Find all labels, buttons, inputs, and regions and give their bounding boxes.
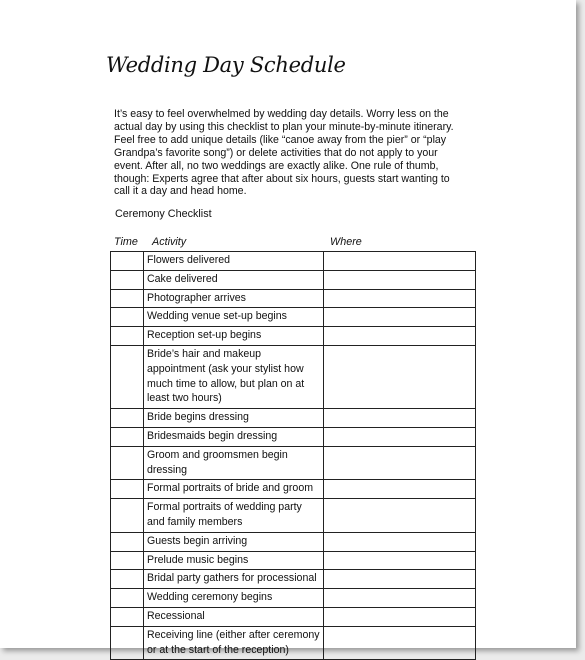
table-row [111, 626, 476, 660]
time-cell[interactable] [111, 427, 144, 446]
activity-cell: Prelude music begins [144, 551, 324, 570]
where-cell[interactable] [324, 607, 476, 626]
activity-cell: Bridesmaids begin dressing [144, 427, 324, 446]
time-cell[interactable] [111, 570, 144, 589]
column-header-activity: Activity [152, 236, 187, 248]
table-row [111, 499, 476, 533]
time-cell[interactable] [111, 308, 144, 327]
where-cell[interactable] [324, 446, 476, 480]
time-cell[interactable] [111, 345, 144, 408]
table-row [111, 480, 476, 499]
where-cell[interactable] [324, 308, 476, 327]
activity-cell: Bridal party gathers for processional [144, 570, 324, 589]
checklist-body [111, 252, 476, 660]
column-header-time: Time [114, 236, 138, 248]
table-row [111, 308, 476, 327]
activity-cell: Formal portraits of wedding party and family members [144, 499, 324, 533]
time-cell[interactable] [111, 289, 144, 308]
time-cell[interactable] [111, 626, 144, 660]
time-cell[interactable] [111, 499, 144, 533]
where-cell[interactable] [324, 532, 476, 551]
activity-cell: Wedding ceremony begins [144, 589, 324, 608]
time-cell[interactable] [111, 551, 144, 570]
table-row [111, 270, 476, 289]
where-cell[interactable] [324, 289, 476, 308]
table-row [111, 345, 476, 408]
table-row [111, 409, 476, 428]
activity-cell: Bride’s hair and makeup appointment (ask your stylist how much time to allow, but plan on at least two hours) [144, 345, 324, 408]
activity-cell: Flowers delivered [144, 252, 324, 271]
activity-cell: Reception set-up begins [144, 327, 324, 346]
time-cell[interactable] [111, 532, 144, 551]
activity-cell: Recessional [144, 607, 324, 626]
where-cell[interactable] [324, 270, 476, 289]
activity-cell: Cake delivered [144, 270, 324, 289]
column-header-where: Where [330, 236, 362, 248]
where-cell[interactable] [324, 551, 476, 570]
page-title: Wedding Day Schedule [106, 53, 346, 77]
table-row [111, 289, 476, 308]
section-heading: Ceremony Checklist [115, 208, 212, 220]
where-cell[interactable] [324, 480, 476, 499]
where-cell[interactable] [324, 252, 476, 271]
activity-cell: Bride begins dressing [144, 409, 324, 428]
table-row [111, 532, 476, 551]
activity-cell: Wedding venue set-up begins [144, 308, 324, 327]
where-cell[interactable] [324, 570, 476, 589]
where-cell[interactable] [324, 589, 476, 608]
time-cell[interactable] [111, 480, 144, 499]
table-row [111, 607, 476, 626]
activity-cell: Groom and groomsmen begin dressing [144, 446, 324, 480]
where-cell[interactable] [324, 409, 476, 428]
ceremony-checklist-table [110, 251, 476, 660]
activity-cell: Formal portraits of bride and groom [144, 480, 324, 499]
where-cell[interactable] [324, 427, 476, 446]
table-row [111, 427, 476, 446]
table-row [111, 327, 476, 346]
table-row [111, 551, 476, 570]
where-cell[interactable] [324, 626, 476, 660]
where-cell[interactable] [324, 345, 476, 408]
table-row [111, 570, 476, 589]
where-cell[interactable] [324, 499, 476, 533]
activity-cell: Guests begin arriving [144, 532, 324, 551]
time-cell[interactable] [111, 270, 144, 289]
activity-cell: Photographer arrives [144, 289, 324, 308]
activity-cell: Receiving line (either after ceremony or at the start of the reception) [144, 626, 324, 660]
time-cell[interactable] [111, 607, 144, 626]
table-row [111, 252, 476, 271]
intro-paragraph: It’s easy to feel overwhelmed by wedding day details. Worry less on the actual day by using this checklist to plan your minute-by-minute itinerary. Feel free to add unique details (like “canoe away from the pier” or “play Grandpa’s favorite song”) or delete activities that do not apply to your event. After all, no two weddings are exactly alike. One rule of thumb, though: Experts agree that after about six hours, guests start wanting to call it a day and head home. [114, 108, 454, 198]
table-row [111, 589, 476, 608]
table-row [111, 446, 476, 480]
time-cell[interactable] [111, 409, 144, 428]
time-cell[interactable] [111, 327, 144, 346]
where-cell[interactable] [324, 327, 476, 346]
time-cell[interactable] [111, 446, 144, 480]
time-cell[interactable] [111, 252, 144, 271]
time-cell[interactable] [111, 589, 144, 608]
